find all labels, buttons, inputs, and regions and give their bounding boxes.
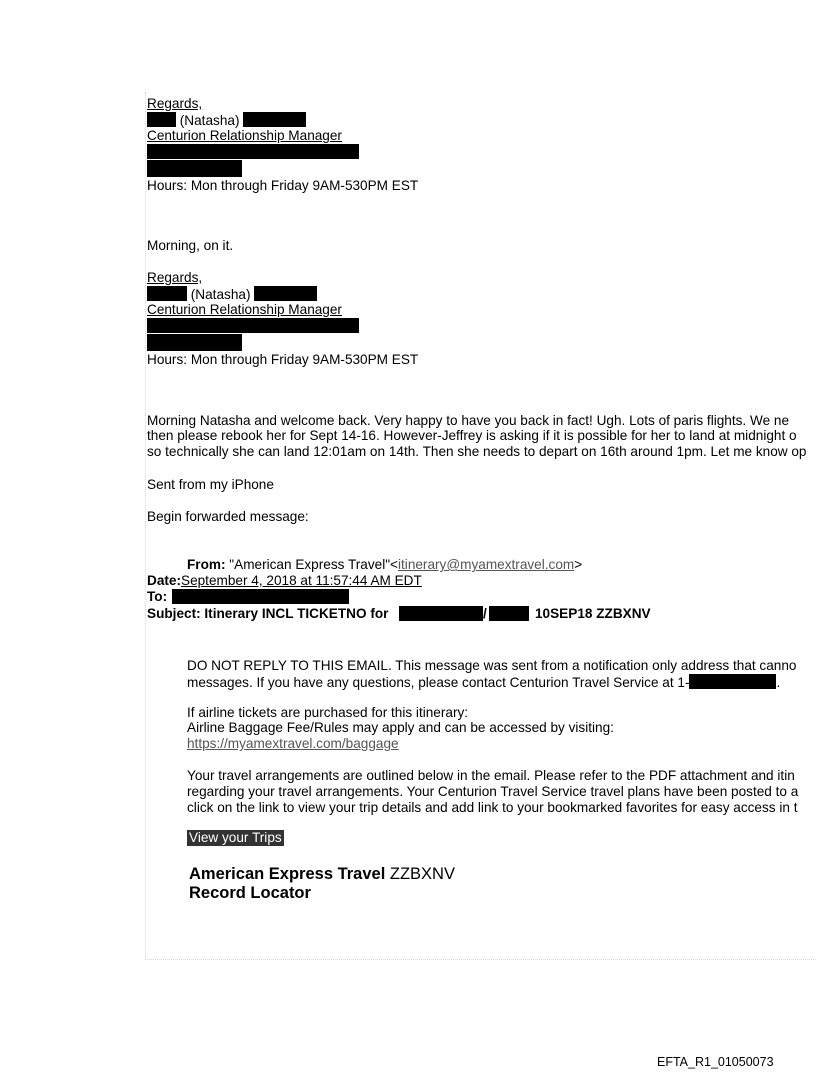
signature-hours: Hours: Mon through Friday 9AM-530PM EST (147, 352, 419, 367)
to-label: To: (147, 589, 168, 604)
redaction-block (147, 112, 176, 127)
signature-name-line (147, 112, 306, 128)
signature-nickname: (Natasha) (179, 113, 240, 128)
date-value: September 4, 2018 at 11:57:44 AM EDT (181, 573, 422, 588)
message-line-3: so technically she can land 12:01am on 14th. Then she needs to depart on 16th around 1pm. Let me know op (147, 444, 807, 459)
redaction-block (689, 674, 776, 689)
record-title-line-1 (189, 865, 455, 884)
message-line-1: Morning Natasha and welcome back. Very happy to have you back in fact! Ugh. Lots of paris flights. We ne (147, 413, 790, 428)
redaction-block (489, 606, 529, 621)
subject-label: Subject: (147, 606, 201, 621)
document-id: EFTA_R1_01050073 (657, 1055, 774, 1069)
notice-line-1: DO NOT REPLY TO THIS EMAIL. This message was sent from a notification only address that canno (187, 658, 797, 673)
redaction-block (172, 589, 349, 604)
redaction-block (147, 334, 242, 351)
airline-line-2: Airline Baggage Fee/Rules may apply and can be accessed by visiting: (187, 720, 614, 735)
reply-text: Morning, on it. (147, 238, 234, 253)
record-title-text: American Express Travel (189, 865, 386, 883)
redaction-block (147, 160, 242, 177)
signature-regards: Regards, (147, 96, 203, 111)
redaction-block (147, 318, 359, 333)
baggage-link[interactable]: https://myamextravel.com/baggage (187, 736, 399, 751)
arrangements-line-3: click on the link to view your trip details and add link to your bookmarked favorites for easy access in t (187, 800, 798, 815)
redaction-block (399, 606, 483, 621)
redaction-block (147, 286, 187, 301)
from-email-link[interactable]: itinerary@myamextravel.com (398, 557, 575, 572)
forwarded-to-line (147, 589, 167, 604)
message-line-2: then please rebook her for Sept 14-16. However-Jeffrey is asking if it is possible for her to land at midnight o (147, 428, 797, 443)
date-label: Date: (147, 573, 181, 588)
forward-intro: Begin forwarded message: (147, 509, 309, 524)
record-title-line-2: Record Locator (189, 884, 311, 902)
signature-name-line (147, 286, 317, 302)
signature-role: Centurion Relationship Manager (147, 128, 342, 143)
from-name: "American Express Travel" (229, 557, 391, 572)
from-label: From: (187, 557, 226, 572)
redaction-block (147, 144, 359, 159)
view-trips-button[interactable]: View your Trips (189, 830, 282, 845)
signature-nickname: (Natasha) (190, 287, 251, 302)
airline-line-1: If airline tickets are purchased for this itinerary: (187, 705, 469, 720)
signature-hours: Hours: Mon through Friday 9AM-530PM EST (147, 178, 419, 193)
redaction-block (254, 286, 317, 301)
signature-role: Centurion Relationship Manager (147, 302, 342, 317)
subject-suffix: 10SEP18 ZZBXNV (535, 606, 651, 621)
forwarded-subject-line (147, 606, 388, 621)
subject-slash: / (483, 606, 487, 621)
redaction-block (243, 112, 306, 127)
sent-from: Sent from my iPhone (147, 477, 274, 492)
forwarded-date-line (147, 573, 422, 588)
notice-line-2 (187, 674, 780, 690)
arrangements-line-2: regarding your travel arrangements. Your Centurion Travel Service travel plans have been posted to a (187, 784, 799, 799)
forwarded-from-line: From: "American Express Travel"<itinerary@myamextravel.com> (187, 557, 583, 572)
arrangements-line-1: Your travel arrangements are outlined below in the email. Please refer to the PDF attachment and itin (187, 768, 795, 783)
notice-line-2-end: . (776, 675, 781, 690)
record-locator-value: ZZBXNV (389, 865, 455, 883)
notice-line-2-text: messages. If you have any questions, please contact Centurion Travel Service at 1- (187, 675, 690, 690)
subject-prefix: Itinerary INCL TICKETNO for (204, 606, 389, 621)
signature-regards: Regards, (147, 270, 203, 285)
